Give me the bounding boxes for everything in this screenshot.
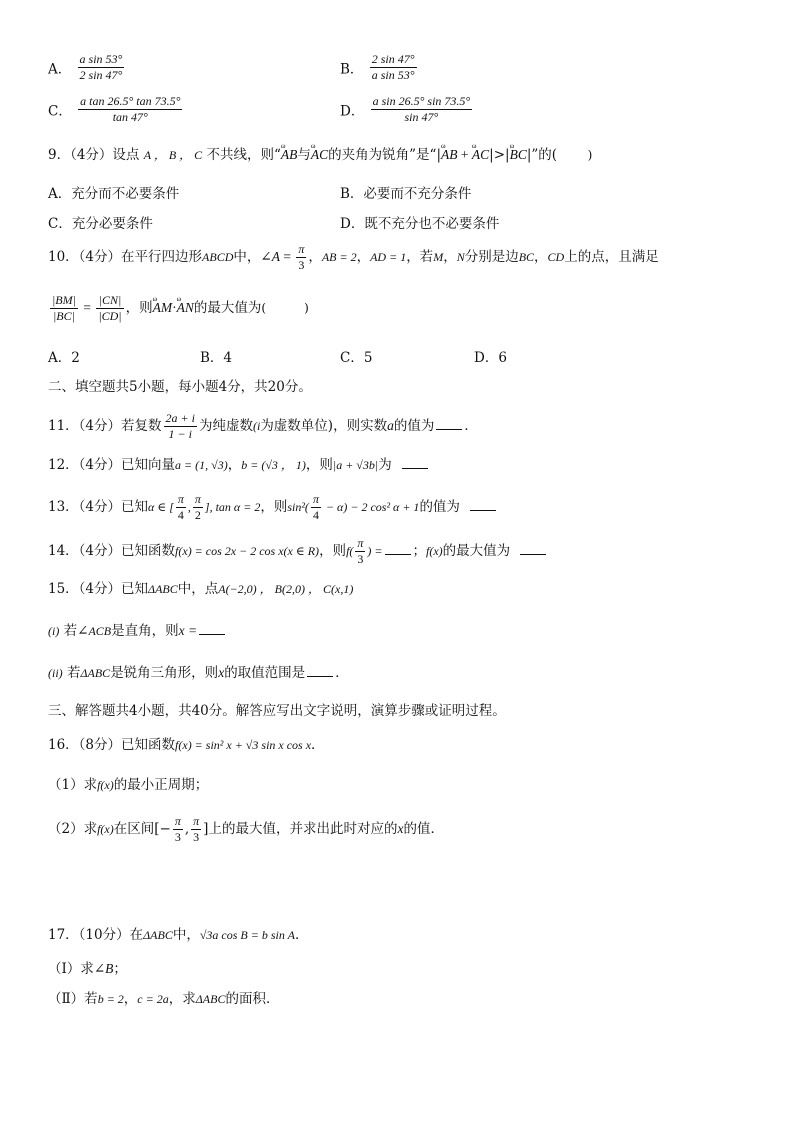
q9-text-d: 的夹角为锐角”是“| [328,147,442,163]
q8-b-fraction [370,52,417,83]
q9-text-a: 9．（4分）设点 [48,147,140,163]
q12-answer-blank [402,456,428,469]
q9-points: A ， B ， C [143,148,203,162]
q15-text-a: 15．（4分）已知 [48,581,149,597]
q10-text-c: ， [308,249,322,265]
q14-fx2: f(x) [426,544,443,558]
q16-p2-f1d: 3 [174,830,181,844]
q10-answer-paren: ( ) [261,301,309,315]
q14-fd: 3 [357,552,364,566]
q14-text-a: 14．（4分）已知函数 [48,543,176,559]
q10-vector-an: ω AN [177,288,194,328]
q15-ii-end: ． [335,665,349,681]
q15-part-i [48,622,227,640]
q17-triangle: ΔABC [143,928,173,942]
q17-text-b: 中， [172,927,200,943]
q14-fn: π [357,536,364,550]
q10-f2-den: |CD| [98,309,122,323]
q8-b-denominator: a sin 53° [371,68,415,82]
q10-ab: AB = 2 [321,250,357,264]
q16-p2-frac1 [173,814,183,845]
q16-fx: f(x) = sin² x + √3 sin x cos x [175,738,312,752]
q9-vector-ab-2: ω AB [441,146,458,164]
q10-text-f: ， [443,249,457,265]
q11-text-c: 为虚数单位)，则实数 [260,418,388,434]
q17-p2-text-a: （Ⅱ）若 [48,991,98,1007]
q8-d-denominator: sin 47° [404,110,439,124]
q9-text-c: 与 [297,147,311,163]
q14-fe: ) = [367,544,383,558]
q11-end: ． [464,418,478,434]
q10-pi-over-3 [296,242,306,273]
q10-option-a [48,346,80,366]
q10-option-d [474,346,507,366]
q13-pi-over-4-b [311,492,321,523]
q11-text-d: 的值为 [393,418,435,434]
q10-f2-num: |CN| [96,293,123,309]
q9-text-f: |”的( [526,147,558,163]
q10-three: 3 [298,258,305,272]
q9-vector-bc: ω BC [510,146,527,164]
q13-expr4: − α) − 2 cos² α + 1 [322,500,420,514]
q8-a-numerator: a sin 53° [79,52,123,66]
q17-p2-text-f: 的面积． [225,991,280,1007]
q17-p2-text-e: ，求 [168,991,196,1007]
q11-a-var: a [387,418,394,433]
q12 [48,456,430,474]
q15-triangle: ΔABC [148,582,178,596]
q8-d-fraction [371,94,473,125]
q16-part-1 [48,776,208,794]
q13-f1d: 4 [177,508,184,522]
q10-eq: = [279,249,295,264]
q9-answer-paren: ) [557,148,593,162]
q11-text-b: 为纯虚数 [198,418,253,434]
q8-c-fraction [78,94,182,125]
q16-p2-text-d: ]上的最大值，并求出此时对应的 [203,821,398,837]
q11-fraction [164,411,197,442]
q11-den: 1 − i [168,427,192,441]
q10-stem [48,242,659,273]
q10-vector-am: ω AM [153,288,173,328]
q10-text-i: 上的点，且满足 [564,249,659,265]
q13-text-c: 的值为 [419,499,460,515]
q10-dot: · [172,300,177,315]
q16-p2-text-b: 在区间[− [113,821,171,837]
q16 [48,736,325,754]
q8-b-label: B． [340,61,364,78]
q9-option-c [48,212,153,232]
q15-i-answer-blank [199,622,225,635]
q13-text-b: ，则 [260,499,288,515]
q16-p2-fx: f(x) [97,822,114,836]
q13-answer-blank [470,498,496,511]
q15-ii-label: (ii) [48,666,63,680]
q8-option-d [340,94,474,125]
q13-f3d: 4 [312,508,319,522]
q15-i-label: (i) [48,624,60,638]
q15-ii-text-b: 是锐角三角形，则 [110,665,219,681]
q10-abcd: ABCD [202,250,234,264]
q9-vector-ac-2: ω AC [472,146,489,164]
q10-text-g: 分别是边 [464,249,519,265]
q8-a-denominator: 2 sin 47° [79,68,123,82]
q15 [48,580,353,598]
q16-p2-text-a: （2）求 [48,821,98,837]
q15-i-text-a: 若∠ [63,623,89,639]
q16-p2-f1n: π [174,814,181,828]
q10-fraction-cn-cd [96,293,123,324]
q11 [48,410,478,442]
q16-p2-f2d: 3 [193,830,200,844]
q14-text-c: ； [412,543,427,559]
q14-text-d: 的最大值为 [442,543,511,559]
q9-option-b [340,182,471,202]
q13-expr2: ], tan α = 2 [204,500,261,514]
q17-part-2 [48,990,279,1008]
q15-i-x: x = [178,623,198,638]
q13 [48,490,498,524]
q9-text-e: |>| [489,147,510,163]
q13-text-a: 13．（4分）已知 [48,499,149,515]
q16-p2-f2n: π [193,814,200,828]
q8-option-a [48,52,126,83]
q17-end: ． [294,927,309,943]
q13-expr3: sin²( [287,500,309,514]
q17-p2-b: b = 2 [97,992,124,1006]
q17-p1-b: B [105,961,114,976]
q8-d-label: D． [340,103,365,120]
q16-p1-fx: f(x) [97,778,114,792]
q10-a-text: A．2 [48,350,80,366]
q16-part-2 [48,812,444,846]
q10-option-c [340,346,372,366]
q8-option-c [48,94,184,125]
q17 [48,926,308,944]
q15-i-text-b: 是直角，则 [111,623,179,639]
q10-d-text: D．6 [474,350,507,366]
q14-pi-over-3 [355,536,365,567]
q10-b-text: B．4 [200,350,233,366]
q9-vector-ac: ω AC [311,146,328,164]
q9-text-b: 不共线，则“ [206,147,281,163]
q14-answer-blank-2 [520,542,546,555]
q10-text-h: ， [534,249,548,265]
q8-b-numerator: 2 sin 47° [371,52,415,66]
q8-option-b [340,52,419,83]
q10-fraction-bm-bc [50,293,78,324]
q12-text-a: 12．（4分）已知向量 [48,457,176,473]
q10-condition [48,288,309,328]
q10-text-b: 中，∠ [233,249,272,265]
q10-angle-a: A [271,249,280,264]
q17-p2-d: c = 2a [137,992,169,1006]
q13-expr: α ∈ [ [148,500,174,514]
q17-p2-triangle: ΔABC [195,992,226,1006]
q16-text-a: 16．（8分）已知函数 [48,737,176,753]
q15-ii-answer-blank [307,664,333,677]
q16-end: ． [311,737,325,753]
q10-text-d: ， [356,249,371,265]
q8-d-numerator: a sin 26.5° sin 73.5° [372,94,471,108]
q15-points: A(−2,0) ， B(2,0) ， C(x,1) [218,582,354,596]
q14-fx: f(x) = cos 2x − 2 cos x(x ∈ R) [175,544,320,558]
q16-p1-text-b: 的最小正周期； [113,777,209,793]
section-2-heading: 二、填空题共5小题，每小题4分，共20分。 [48,379,312,395]
q10-c-text: C．5 [340,350,373,366]
q13-pi-over-2 [193,492,203,523]
q15-part-ii [48,664,349,682]
q15-i-acb: ACB [88,624,112,638]
q17-part-1 [48,960,127,978]
q10-option-b [200,346,232,366]
q10-bc: BC [518,250,535,264]
q16-p2-x: x [397,821,404,836]
q14-f: f( [346,544,354,558]
q10-text-k: 的最大值为 [193,300,262,316]
q17-p1-end: ； [113,961,127,977]
q12-text-b: ， [227,457,242,473]
q9-option-d [340,212,499,232]
q9-stem [48,146,592,164]
q15-ii-text-c: 的取值范围是 [224,665,306,681]
q9-d-text: D．既不充分也不必要条件 [340,216,500,232]
q13-f2d: 2 [194,508,201,522]
q16-p2-text-e: 的值． [403,821,444,837]
q9-vector-ab: ω AB [281,146,298,164]
q12-vector-a: a = (1, √3) [175,458,228,472]
q15-ii-text-a: 若 [66,665,81,681]
q8-a-fraction [78,52,125,83]
q14-answer-blank-1 [385,542,411,555]
q13-f2n: π [194,492,201,506]
q13-comma: , [187,500,191,514]
q14 [48,534,548,568]
q11-num: 2a + i [165,411,195,425]
q14-text-b: ，则 [319,543,347,559]
q16-p2-frac2 [191,814,201,845]
q17-equation: √3a cos B = b sin A [199,928,295,942]
q9-b-text: B．必要而不充分条件 [340,186,472,202]
q10-text-e: ，若 [406,249,434,265]
q11-text-a: 11．（4分）若复数 [48,418,162,434]
q9-a-text: A．充分而不必要条件 [48,186,180,202]
q13-pi-over-4 [176,492,186,523]
q9-c-text: C．充分必要条件 [48,216,153,232]
q10-f1-den: |BC| [53,309,75,323]
q9-plus: + [457,147,472,162]
q12-expr: |a + √3b| [332,458,379,472]
q13-f3n: π [312,492,319,506]
q8-a-label: A． [48,61,72,78]
q12-text-c: ，则 [305,457,333,473]
q10-n: N [456,250,465,264]
q17-text-a: 17．（10分）在 [48,927,144,943]
q16-p1-text-a: （1）求 [48,777,98,793]
q8-c-label: C． [48,103,72,120]
q10-pi: π [298,242,305,256]
q10-m: M [433,250,444,264]
q10-cd: CD [547,250,565,264]
q11-i: (i [252,419,261,433]
q17-p2-text-c: ， [123,991,138,1007]
q12-text-d: 为 [378,457,392,473]
q11-answer-blank [436,417,462,430]
q16-p2-text-c: , [184,821,190,837]
q10-text-a: 10．（4分）在平行四边形 [48,249,203,265]
q15-ii-triangle: ΔABC [80,666,111,680]
q8-c-denominator: tan 47° [112,110,148,124]
q8-c-numerator: a tan 26.5° tan 73.5° [80,94,181,108]
q17-p1-text: （Ⅰ）求∠ [48,961,106,977]
q15-ii-x: x [218,665,225,680]
q10-eq2: = [79,300,95,315]
q10-f1-num: |BM| [52,293,76,307]
q12-vector-b: b = (√3 ， 1) [241,458,306,472]
q10-ad: AD = 1 [370,250,407,264]
section-3-heading: 三、解答题共4小题，共40分。解答应写出文字说明，演算步骤或证明过程。 [48,703,506,719]
q15-text-b: 中，点 [177,581,219,597]
q13-f1n: π [177,492,184,506]
q9-option-a [48,182,179,202]
q10-text-j: ，则 [125,300,153,316]
